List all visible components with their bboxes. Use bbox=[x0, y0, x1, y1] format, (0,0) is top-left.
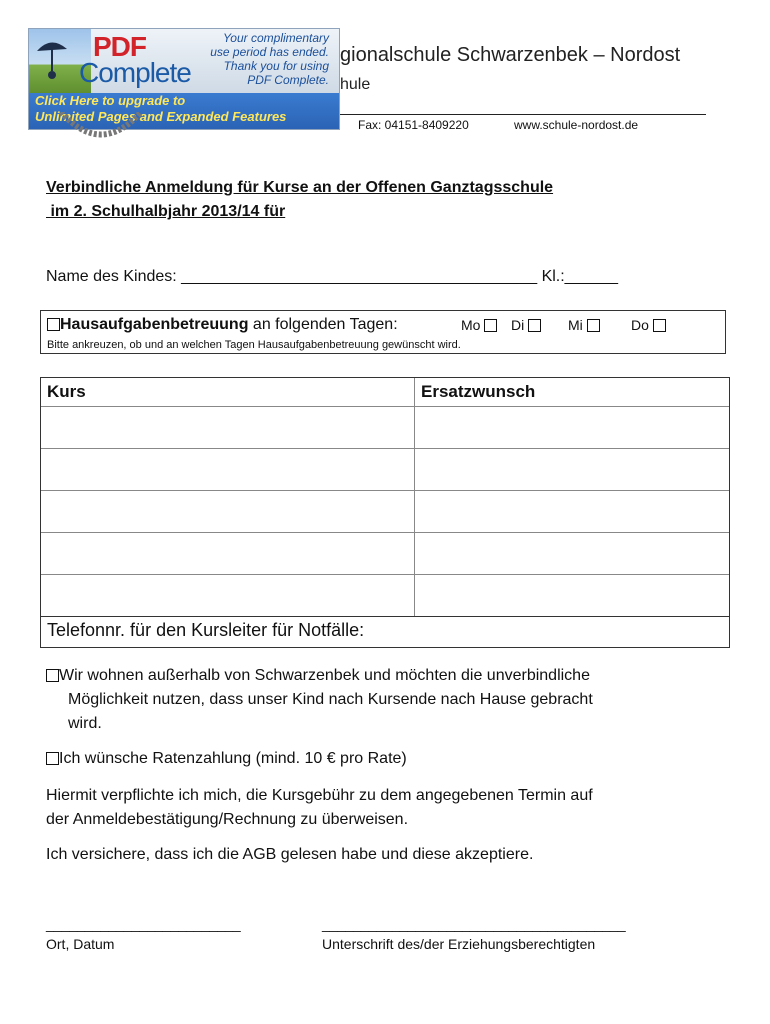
day-label-do: Do bbox=[631, 317, 649, 333]
fax-number: Fax: 04151-8409220 bbox=[358, 118, 469, 132]
banner-brand-pdf: PDF bbox=[93, 31, 146, 62]
child-name-field[interactable]: Name des Kindes: ________________________________________ Kl.:______ bbox=[46, 268, 619, 285]
banner-brand-complete: Complete bbox=[79, 57, 191, 88]
homework-box bbox=[40, 310, 726, 354]
course-table bbox=[40, 377, 730, 617]
agb-statement: Ich versichere, dass ich die AGB gelesen habe und diese akzeptiere. bbox=[46, 846, 534, 863]
header-divider bbox=[340, 114, 706, 115]
outside-town-text-3: wird. bbox=[68, 715, 102, 732]
signature-line[interactable]: _______________________________________ bbox=[322, 916, 626, 932]
installments-text: Ich wünsche Ratenzahlung (mind. 10 € pro Rate) bbox=[59, 750, 407, 767]
signature-label: Unterschrift des/der Erziehungsberechtigten bbox=[322, 936, 596, 952]
homework-checkbox[interactable] bbox=[47, 318, 60, 331]
school-title: gionalschule Schwarzenbek – Nordost bbox=[340, 44, 681, 66]
column-header-ersatzwunsch: Ersatzwunsch bbox=[421, 382, 536, 401]
commitment-line1: Hiermit verpflichte ich mich, die Kursgebühr zu dem angegebenen Termin auf bbox=[46, 787, 593, 804]
banner-message: Your complimentary use period has ended. Thank you for using PDF Complete. bbox=[210, 31, 329, 87]
form-heading-line1: Verbindliche Anmeldung für Kurse an der Offenen Ganztagsschule bbox=[46, 179, 554, 196]
place-date-label: Ort, Datum bbox=[46, 936, 115, 952]
day-label-mi: Mi bbox=[568, 317, 583, 333]
day-label-mo: Mo bbox=[461, 317, 481, 333]
form-heading-line2: im 2. Schulhalbjahr 2013/14 für bbox=[46, 203, 286, 220]
place-date-line[interactable]: _________________________ bbox=[46, 916, 241, 932]
phone-label: Telefonnr. für den Kursleiter für Notfälle: bbox=[47, 620, 365, 640]
website: www.schule-nordost.de bbox=[514, 118, 639, 132]
homework-hint: Bitte ankreuzen, ob und an welchen Tagen Hausaufgabenbetreuung gewünscht wird. bbox=[47, 339, 461, 351]
outside-town-text-2: Möglichkeit nutzen, dass unser Kind nach Kursende nach Hause gebracht bbox=[68, 691, 593, 708]
outside-town-text-1: Wir wohnen außerhalb von Schwarzenbek und möchten die unverbindliche bbox=[59, 667, 590, 684]
outside-town-checkbox[interactable] bbox=[46, 669, 59, 682]
commitment-line2: der Anmeldebestätigung/Rechnung zu überweisen. bbox=[46, 811, 409, 828]
installments-checkbox[interactable] bbox=[46, 752, 59, 765]
day-checkbox-di[interactable] bbox=[528, 319, 541, 332]
phone-row[interactable] bbox=[40, 617, 730, 648]
school-subtitle: hule bbox=[340, 76, 371, 93]
homework-label-rest: an folgenden Tagen: bbox=[248, 316, 398, 333]
day-checkbox-mi[interactable] bbox=[587, 319, 600, 332]
day-checkbox-mo[interactable] bbox=[484, 319, 497, 332]
school-logo bbox=[56, 112, 146, 152]
homework-label-bold: Hausaufgabenbetreuung bbox=[60, 316, 249, 333]
day-label-di: Di bbox=[511, 317, 525, 333]
day-checkbox-do[interactable] bbox=[653, 319, 666, 332]
column-header-kurs: Kurs bbox=[47, 382, 86, 401]
upgrade-link[interactable]: Click Here to upgrade to Unlimited Pages and Expanded Features bbox=[29, 93, 340, 130]
